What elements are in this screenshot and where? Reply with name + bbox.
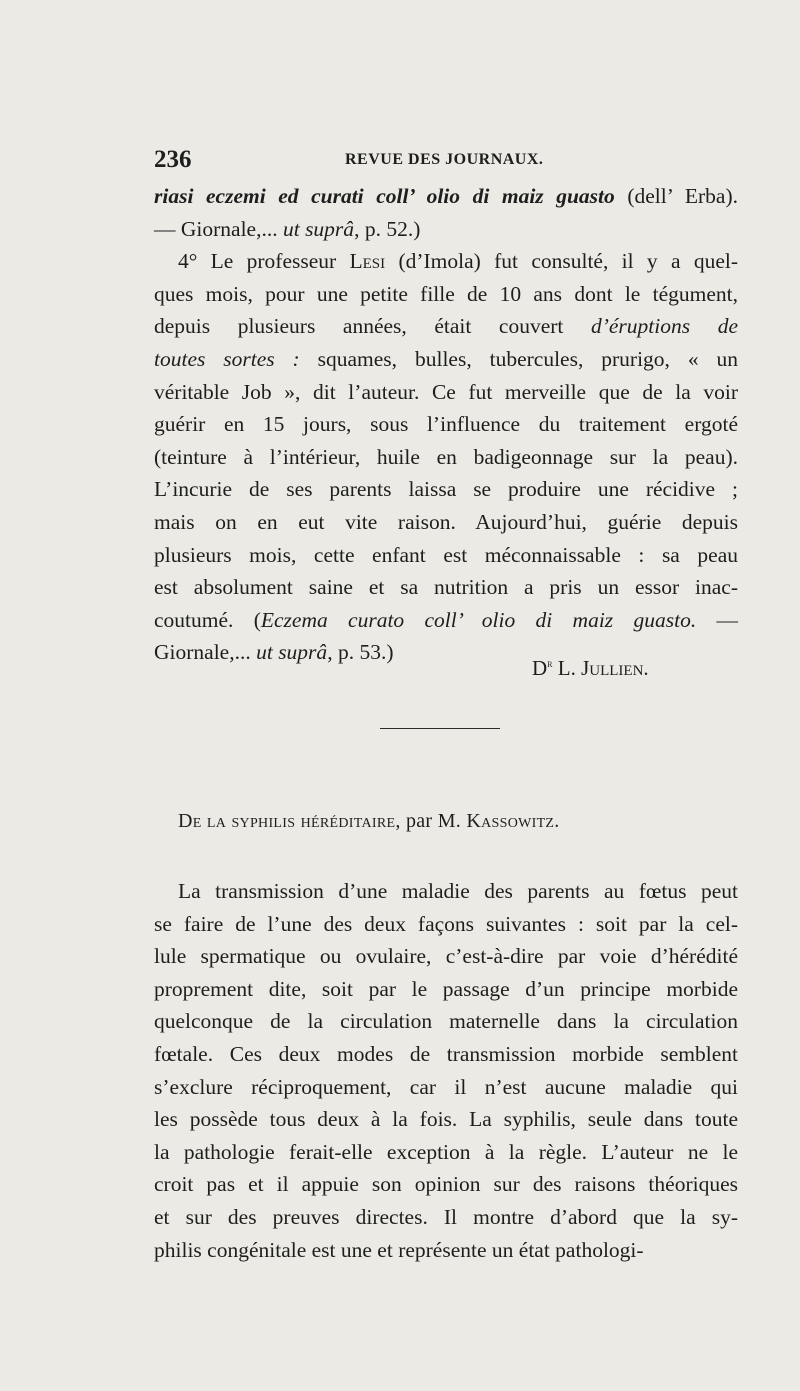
text-line: L’incurie de ses parents laissa se produire une récidive ; — [154, 477, 738, 502]
text-line: est absolument saine et sa nutrition a pris un essor inac- — [154, 575, 738, 600]
page-header — [154, 146, 738, 176]
section-2-text — [154, 875, 738, 1266]
text-line: se faire de l’une des deux façons suivantes : soit par la cel- — [154, 911, 738, 936]
text-line: lule spermatique ou ovulaire, c’est-à-dire par voie d’hérédité — [154, 944, 738, 969]
text-line: quelconque de la circulation maternelle dans la circulation — [154, 1009, 738, 1034]
text-line: s’exclure réciproquement, car il n’est aucune maladie qui — [154, 1074, 738, 1099]
text-line: coutumé. (Eczema curato coll’ olio di maiz guasto. — — [154, 607, 739, 632]
text-line: plusieurs mois, cette enfant est méconnaissable : sa peau — [154, 542, 738, 567]
text-line: proprement dite, soit par le passage d’un principe morbide — [154, 976, 738, 1001]
author-signature: $D^r$ L. Jullien. — [532, 656, 649, 680]
text-line: toutes sortes : squames, bulles, tubercules, prurigo, « un — [154, 346, 738, 371]
text-line: véritable Job », dit l’auteur. Ce fut merveille que de la voir — [154, 379, 738, 404]
text-line: les possède tous deux à la fois. La syphilis, seule dans toute — [154, 1107, 738, 1132]
section-divider — [380, 728, 500, 729]
text-line: Giornale,... ut suprâ, p. 53.) — [154, 640, 394, 665]
text-line: et sur des preuves directes. Il montre d’abord que la sy- — [154, 1204, 738, 1229]
section-1-text — [154, 180, 738, 669]
text-line: philis congénitale est une et représente un état pathologi- — [154, 1237, 644, 1262]
text-line: — Giornale,... ut suprâ, p. 52.) — [154, 216, 421, 241]
text-line: riasi eczemi ed curati coll’ olio di maiz guasto (dell’ Erba). — [154, 184, 738, 208]
section-title: De la syphilis héréditaire, par M. Kassowitz. — [178, 810, 560, 832]
text-line: la pathologie ferait-elle exception à la règle. L’auteur ne le — [154, 1139, 738, 1164]
text-line: croit pas et il appuie son opinion sur des raisons théoriques — [154, 1172, 738, 1197]
text-line: fœtale. Ces deux modes de transmission morbide semblent — [154, 1041, 738, 1066]
text-line: 4° Le professeur Lesi (d’Imola) fut consulté, il y a quel- — [178, 249, 738, 274]
text-line: ques mois, pour une petite fille de 10 ans dont le tégument, — [154, 281, 738, 306]
text-line: depuis plusieurs années, était couvert d’éruptions de — [154, 314, 738, 339]
text-line: La transmission d’une maladie des parents au fœtus peut — [178, 879, 738, 903]
running-head: REVUE DES JOURNAUX. — [345, 151, 544, 168]
page-number: 236 — [154, 146, 192, 173]
text-line: guérir en 15 jours, sous l’influence du traitement ergoté — [154, 412, 738, 437]
text-line: mais on en eut vite raison. Aujourd’hui, guérie depuis — [154, 509, 738, 534]
text-line: (teinture à l’intérieur, huile en badigeonnage sur la peau). — [154, 444, 738, 469]
